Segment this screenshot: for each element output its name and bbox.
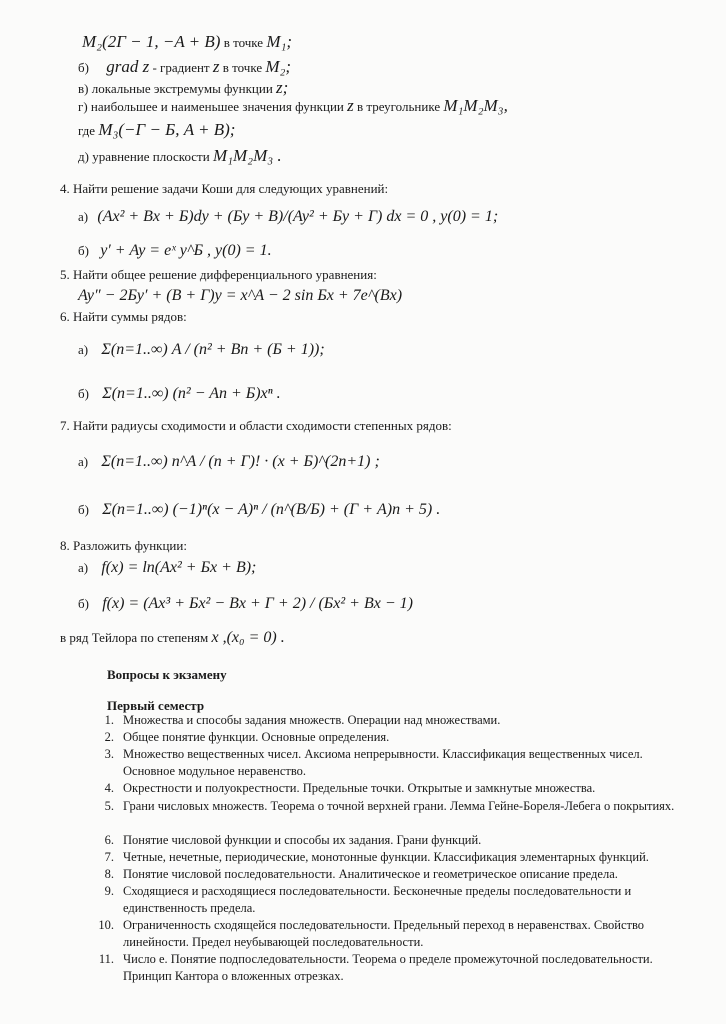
- question-number: 7.: [104, 850, 114, 864]
- item-d-text: г) наибольшее и наименьшее значения функции: [78, 99, 344, 114]
- problem-5-title: 5. Найти общее решение дифференциального уравнения:: [60, 267, 377, 282]
- question-number: 5.: [104, 799, 114, 813]
- problem-6b-math: Σ(n=1..∞) (n² − An + Б)xⁿ .: [102, 385, 281, 402]
- item-d-z: z: [347, 96, 354, 115]
- question-text: Четные, нечетные, периодические, монотонные функции. Классификация элементарных функций.: [123, 850, 649, 864]
- item-b-text2: в точке: [222, 60, 263, 75]
- question-text: Общее понятие функции. Основные определения.: [123, 730, 390, 744]
- m3-where: где: [78, 123, 96, 138]
- problem-8b-label: б): [78, 596, 89, 611]
- question-text: Окрестности и полуокрестности. Предельные точки. Открытые и замкнутые множества.: [123, 781, 596, 795]
- question-number: 6.: [104, 833, 114, 847]
- problem-4a-label: а): [78, 209, 89, 224]
- problem-4b-label: б): [78, 243, 89, 258]
- m3-line: [78, 120, 235, 140]
- problem-4a-math: (Ax² + Bx + Б)dy + (Бy + B)/(Ay² + Бy + Г) dx = 0 , y(0) = 1;: [97, 208, 499, 225]
- problem-4b-line: [78, 241, 272, 260]
- item-d-tail: M₁M₂M₃,: [443, 96, 508, 115]
- problem-7a-line: [78, 452, 380, 471]
- problem-7a-label: а): [78, 454, 89, 469]
- question-text: Понятие числовой последовательности. Аналитическое и геометрическое описание предела.: [123, 867, 618, 881]
- item-c-tail: z;: [276, 78, 289, 97]
- problem-8a-label: а): [78, 560, 89, 575]
- problem-8-tail-math: x ,(x₀ = 0) .: [211, 629, 285, 646]
- exam-heading: Вопросы к экзамену: [107, 667, 227, 682]
- problem-8-tail-text: в ряд Тейлора по степеням: [60, 630, 209, 645]
- question-text: Множества и способы задания множеств. Операции над множествами.: [123, 713, 501, 727]
- item-b-text: - градиент: [152, 60, 210, 75]
- problem-8a-math: f(x) = ln(Ax² + Бx + B);: [101, 559, 257, 576]
- problem-8-tail-line: [60, 628, 285, 647]
- problem-7b-label: б): [78, 502, 89, 517]
- m2-tail: M₁;: [266, 32, 293, 51]
- item-b-tail: M₂;: [265, 57, 292, 76]
- question-text: Грани числовых множеств. Теорема о точной верхней грани. Лемма Гейне-Бореля-Лебега о покрытиях.: [123, 799, 675, 813]
- question-text: Сходящиеся и расходящиеся последовательности. Бесконечные пределы последовательности и единственность предела.: [123, 884, 632, 915]
- problem-6b-label: б): [78, 386, 89, 401]
- m3-point: M₃(−Г − Б, A + B);: [98, 120, 236, 139]
- m2-point-line: [82, 32, 292, 52]
- question-number: 11.: [98, 952, 114, 966]
- item-e-line: [78, 146, 282, 166]
- grad-z-math: grad z: [106, 57, 150, 76]
- item-b-z: z: [212, 57, 220, 76]
- item-d-text2: в треугольнике: [357, 99, 441, 114]
- problem-8b-math: f(x) = (Ax³ + Бx² − Bx + Г + 2) / (Бx² + Bx − 1): [102, 595, 413, 612]
- question-number: 3.: [104, 747, 114, 761]
- problem-8a-line: [78, 558, 256, 577]
- item-d-line: [78, 96, 508, 116]
- problem-7a-math: Σ(n=1..∞) n^A / (n + Г)! · (x + Б)^(2n+1) ;: [101, 453, 380, 470]
- question-number: 2.: [104, 730, 114, 744]
- problem-5-math: [78, 286, 402, 305]
- question-number: 9.: [104, 884, 114, 898]
- item-e-tail: M₁M₂M₃ .: [212, 146, 282, 165]
- question-number: 1.: [104, 713, 114, 727]
- m2-point: M₂(2Г − 1, −A + B): [82, 32, 221, 51]
- problem-4a-line: [78, 207, 498, 226]
- problem-6-title: 6. Найти суммы рядов:: [60, 309, 187, 324]
- problem-7b-math: Σ(n=1..∞) (−1)ⁿ(x − A)ⁿ / (n^(B/Б) + (Г + A)n + 5) .: [102, 501, 441, 518]
- m2-suffix: в точке: [223, 35, 264, 50]
- question-text: Множество вещественных чисел. Аксиома непрерывности. Классификация вещественных чисел. Основное модульное неравенство.: [123, 747, 643, 778]
- problem-7b-line: [78, 500, 440, 519]
- problem-6a-math: Σ(n=1..∞) A / (n² + Bn + (Б + 1));: [101, 341, 325, 358]
- problem-5-equation: Ay″ − 2Бy′ + (B + Г)y = x^A − 2 sin Бx + 7e^(Bx): [78, 287, 403, 304]
- problem-4b-math: y′ + Ay = eˣ y^Б , y(0) = 1.: [100, 242, 272, 259]
- question-text: Понятие числовой функции и способы их задания. Грани функций.: [123, 833, 482, 847]
- question-number: 4.: [104, 781, 114, 795]
- problem-4-title: 4. Найти решение задачи Коши для следующих уравнений:: [60, 181, 389, 196]
- problem-6a-line: [78, 340, 325, 359]
- problem-7-title: 7. Найти радиусы сходимости и области сходимости степенных рядов:: [60, 418, 452, 433]
- item-b-line: [78, 57, 291, 77]
- semester-heading: Первый семестр: [107, 698, 205, 713]
- question-number: 10.: [98, 918, 114, 932]
- item-e-text: д) уравнение плоскости: [78, 149, 210, 164]
- problem-8b-line: [78, 594, 413, 613]
- item-c-text: в) локальные экстремумы функции: [78, 81, 273, 96]
- question-text: Число е. Понятие подпоследовательности. Теорема о пределе промежуточной последовательности. Принцип Кантора о вложенных отрезках.: [123, 952, 653, 983]
- question-text: Ограниченность сходящейся последовательности. Предельный переход в неравенствах. Свойство линейности. Предел неубывающей последовательности.: [123, 918, 645, 949]
- problem-6a-label: а): [78, 342, 89, 357]
- problem-6b-line: [78, 384, 281, 403]
- question-number: 8.: [104, 867, 114, 881]
- problem-8-title: 8. Разложить функции:: [60, 538, 187, 553]
- item-b-label: б): [78, 60, 89, 75]
